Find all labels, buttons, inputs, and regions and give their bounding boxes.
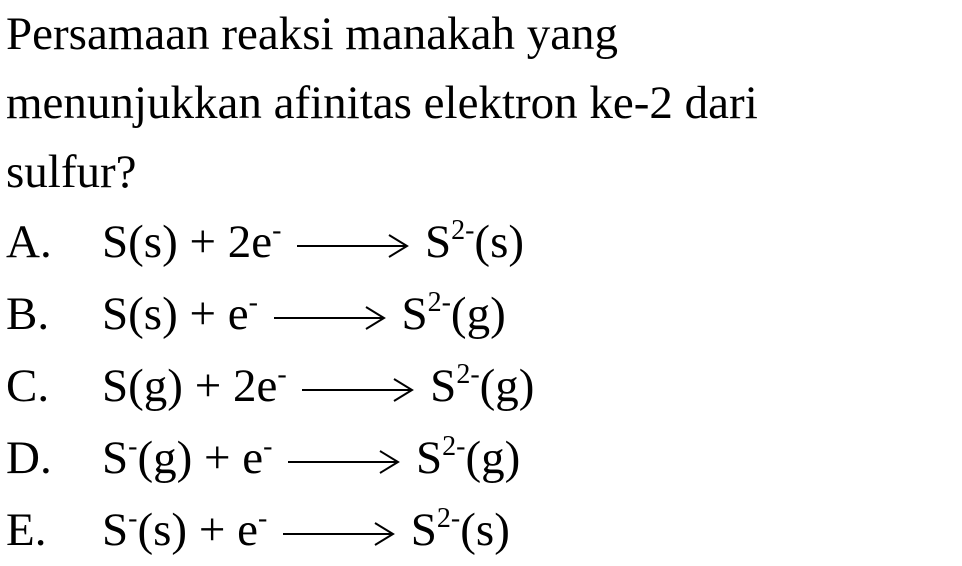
- product-species: S: [401, 288, 428, 340]
- plus-sign: +: [189, 288, 216, 340]
- reactant-2-charge: -: [263, 431, 273, 462]
- product-state: (s): [460, 504, 510, 556]
- question-line-2: menunjukkan afinitas elektron ke-2 dari: [6, 77, 758, 129]
- option-letter: C.: [6, 360, 50, 412]
- reactant-1-species: S: [102, 360, 129, 412]
- reactant-1-species: S: [102, 288, 129, 340]
- product-charge: 2-: [456, 359, 480, 390]
- reactant-2-charge: -: [248, 287, 258, 318]
- option-e[interactable]: [6, 494, 956, 566]
- product-charge: 2-: [427, 287, 451, 318]
- option-letter: B.: [6, 288, 50, 340]
- reaction-arrow-icon: [284, 447, 404, 477]
- reactant-2-species: e: [237, 504, 258, 556]
- reaction-equation: [102, 278, 506, 350]
- reaction-arrow-icon: [293, 231, 413, 261]
- product-state: (s): [474, 216, 525, 268]
- product-charge: 2-: [436, 503, 461, 534]
- option-letter: D.: [6, 432, 52, 484]
- product-state: (g): [450, 288, 506, 340]
- reactant-1-state: (s): [128, 216, 178, 268]
- reaction-arrow-icon: [298, 375, 418, 405]
- question-text: [6, 0, 956, 207]
- reaction-equation: [102, 206, 524, 278]
- product-state: (g): [465, 432, 521, 484]
- option-c[interactable]: [6, 350, 956, 422]
- reactant-2-species: e: [256, 360, 278, 412]
- plus-sign: +: [189, 216, 216, 268]
- reactant-1-species: S: [102, 432, 129, 484]
- reactant-1-state: (g): [128, 360, 183, 412]
- reactant-2-coefficient: 2: [227, 216, 252, 268]
- reactant-1-state: (s): [128, 288, 178, 340]
- product-charge: 2-: [442, 431, 466, 462]
- question-line-3: sulfur?: [6, 146, 137, 198]
- reactant-1-state: (g): [137, 432, 193, 484]
- product-charge: 2-: [451, 215, 475, 246]
- reactant-1-species: S: [102, 216, 129, 268]
- reaction-arrow-icon: [270, 303, 390, 333]
- product-species: S: [424, 216, 452, 268]
- reactant-1-charge: -: [128, 503, 138, 534]
- option-letter: A.: [6, 216, 52, 268]
- reaction-equation: [102, 422, 520, 494]
- option-letter: E.: [6, 504, 47, 556]
- reactant-2-species: e: [242, 432, 264, 484]
- reactant-1-state: (s): [137, 504, 188, 556]
- reactant-1-charge: -: [128, 431, 138, 462]
- question-line-1: Persamaan reaksi manakah yang: [6, 8, 619, 60]
- option-a[interactable]: [6, 206, 956, 278]
- reaction-equation: [102, 494, 510, 566]
- reactant-2-species: e: [251, 216, 273, 268]
- reaction-arrow-icon: [279, 519, 399, 549]
- product-species: S: [410, 504, 437, 556]
- reactant-2-coefficient: 2: [232, 360, 257, 412]
- reactant-1-species: S: [102, 504, 129, 556]
- reactant-2-species: e: [227, 288, 249, 340]
- reaction-equation: [102, 350, 534, 422]
- reactant-2-charge: -: [272, 215, 282, 246]
- answer-options: [6, 206, 956, 566]
- plus-sign: +: [194, 360, 222, 412]
- product-species: S: [430, 360, 457, 412]
- plus-sign: +: [198, 504, 226, 556]
- plus-sign: +: [204, 432, 231, 484]
- option-b[interactable]: [6, 278, 956, 350]
- option-d[interactable]: [6, 422, 956, 494]
- reactant-2-charge: -: [257, 503, 268, 534]
- product-state: (g): [479, 360, 535, 412]
- reactant-2-charge: -: [277, 359, 287, 390]
- product-species: S: [416, 432, 443, 484]
